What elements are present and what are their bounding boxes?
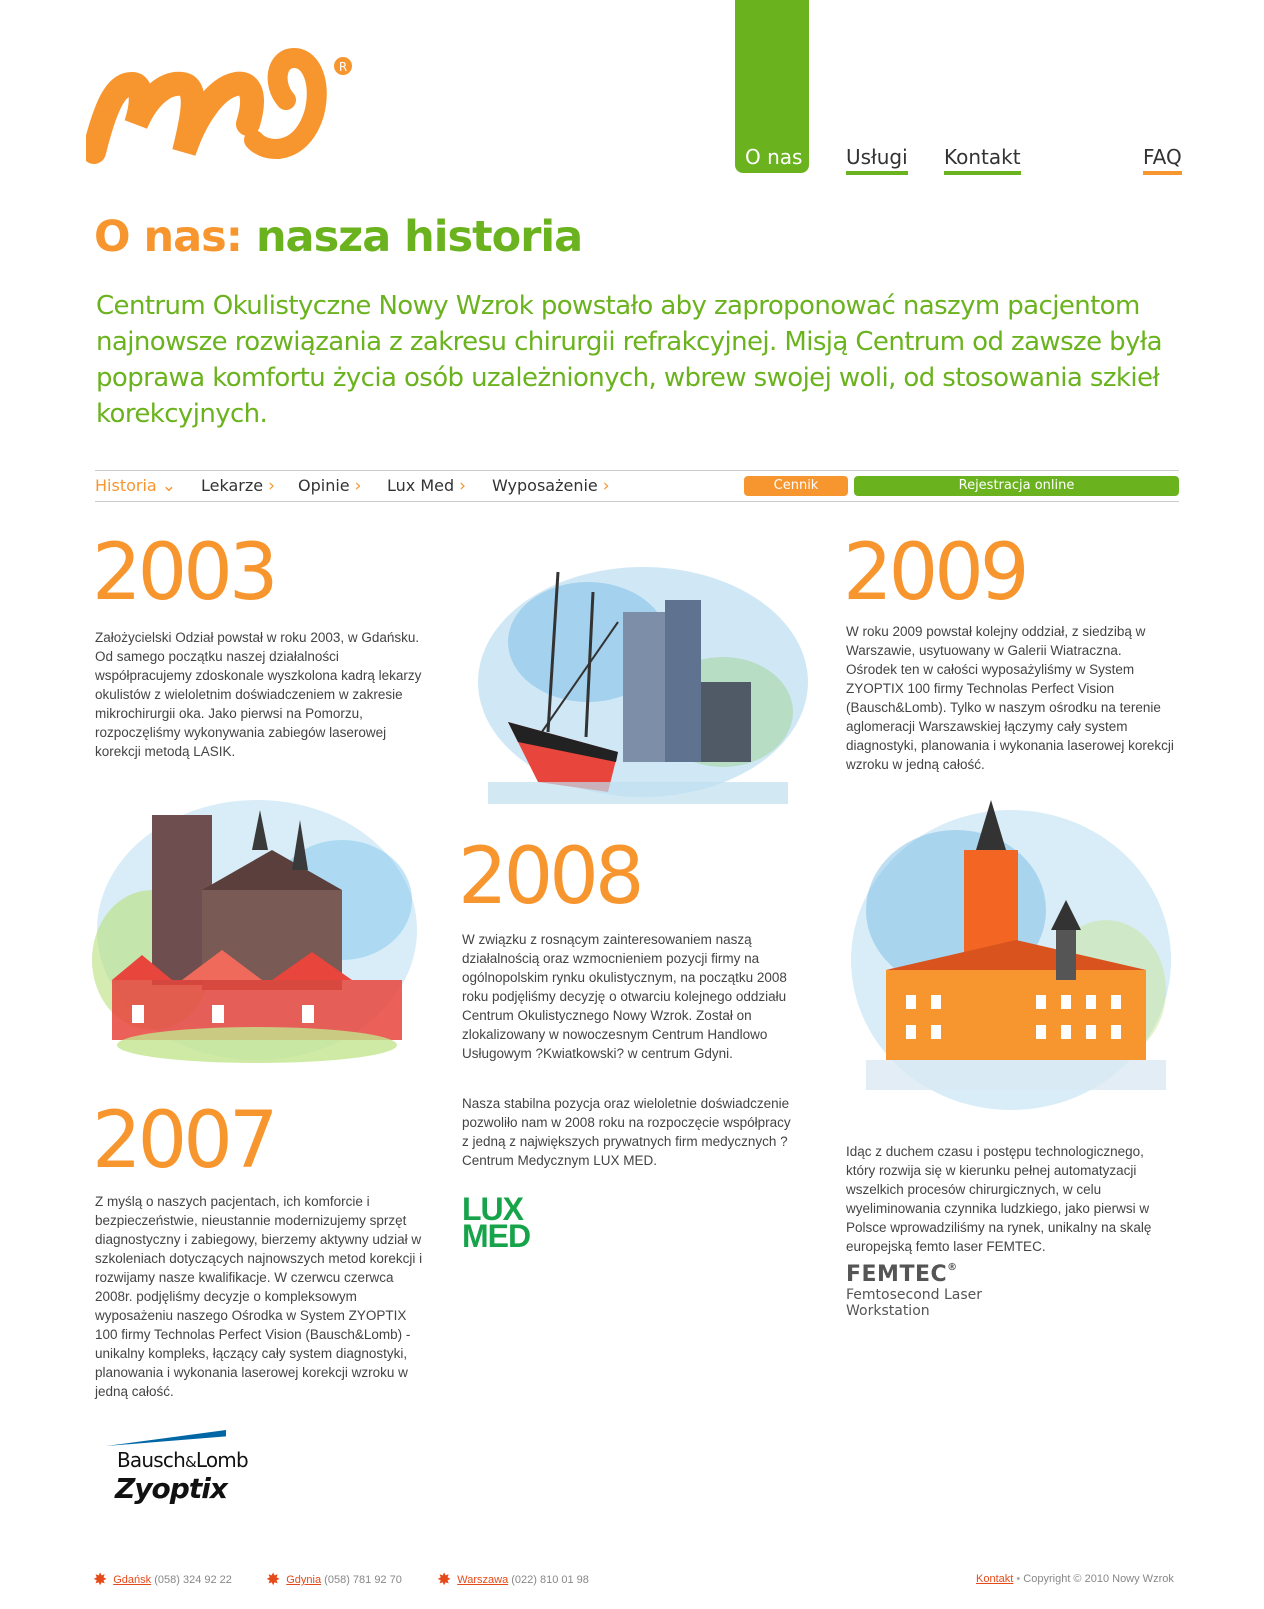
nav-faq[interactable]: FAQ xyxy=(1143,145,1182,175)
sub-nav xyxy=(95,470,1179,502)
gdansk-old-town-illustration xyxy=(92,790,422,1070)
zyoptix-logo-text: Zyoptix xyxy=(115,1472,227,1505)
footer-location-gdynia xyxy=(266,1570,402,1590)
footer-link-warszawa[interactable]: Warszawa xyxy=(457,1573,509,1586)
subnav-lux-med-label: Lux Med xyxy=(387,476,455,495)
registered-mark: R xyxy=(338,60,348,74)
footer xyxy=(0,1568,1264,1592)
rejestracja-online-button[interactable]: Rejestracja online xyxy=(854,476,1179,496)
footer-link-gdansk[interactable]: Gdańsk xyxy=(113,1573,152,1586)
footer-location-gdansk xyxy=(93,1570,232,1590)
bausch-logo-bausch: Bausch xyxy=(117,1448,185,1472)
footer-right: Kontakt • Copyright © 2010 Nowy Wzrok xyxy=(976,1573,1174,1585)
text-2008-part1: W związku z rosnącym zainteresowaniem naszą działalnością oraz wzmocnieniem pozycji firmy na ogólnopolskim rynku okulistycznym, na początku 2008 roku podjęliśmy decyzję o otwarciu kolejnego oddziału Centrum Okulistycznego Nowy Wzrok. Został on zlokalizowany w nowoczesnym Centrum Handlowo Usługowym ?Kwiatkowski? w centrum Gdyni. xyxy=(462,932,787,1061)
femtec-logo: FEMTEC® Femtosecond Laser Workstation xyxy=(846,1262,983,1319)
chevron-right-icon: › xyxy=(602,476,610,496)
femtec-logo-line1: Femtosecond Laser xyxy=(846,1287,983,1303)
text-2009-part2: Idąc z duchem czasu i postępu technologicznego, który rozwija się w kierunku pełnej automatyzacji wszelkich procesów chirurgicznych, w celu wyeliminowania czynnika ludzkiego, jako pierwsi w Polsce wprowadziliśmy na rynek, unikalny na skalę europejską femto laser FEMTEC. xyxy=(846,1144,1152,1254)
footer-phone-gdansk: (058) 324 92 22 xyxy=(154,1573,232,1586)
subnav-wyposazenie-label: Wyposażenie xyxy=(492,476,598,495)
footer-phone-warszawa: (022) 810 01 98 xyxy=(511,1573,589,1586)
page-title-main: nasza historia xyxy=(255,212,583,262)
subnav-opinie[interactable] xyxy=(298,476,361,496)
year-2007: 2007 xyxy=(92,1096,275,1186)
subnav-lekarze[interactable] xyxy=(201,476,275,496)
star-icon: ✸ xyxy=(266,1570,281,1589)
subnav-opinie-label: Opinie xyxy=(298,476,350,495)
subnav-lux-med[interactable] xyxy=(387,476,466,496)
luxmed-logo xyxy=(462,1191,531,1254)
chevron-right-icon: › xyxy=(354,476,362,496)
text-2007: Z myślą o naszych pacjentach, ich komforcie i bezpieczeństwie, nieustannie modernizujemy sprzęt diagnostyczny i zabiegowy, bierzemy aktywny udział w szkoleniach dotyczących najnowszych metod korekcji i rozwijamy nasze kwalifikacje. W czerwcu czerwca 2008r. podjęliśmy decyzje o kompleksowym wyposażeniu naszego Ośrodka w System ZYOPTIX 100 firmy Technolas Perfect Vision (Bausch&Lomb) - unikalny kompleks, łączący cały system diagnostyki, planowania i wykonania laserowej korekcji wzroku w jedną całość. xyxy=(95,1194,423,1399)
chevron-right-icon: › xyxy=(459,476,466,496)
star-icon: ✸ xyxy=(93,1570,108,1589)
cennik-button[interactable]: Cennik xyxy=(744,476,848,496)
year-2003: 2003 xyxy=(92,528,275,618)
bausch-lomb-zyoptix-logo xyxy=(95,1430,255,1510)
subnav-historia[interactable] xyxy=(95,476,176,496)
chevron-down-icon: ⌄ xyxy=(161,476,176,496)
page-title xyxy=(94,212,582,262)
subnav-historia-label: Historia xyxy=(95,476,157,495)
nav-kontakt[interactable]: Kontakt xyxy=(944,145,1021,175)
subnav-lekarze-label: Lekarze xyxy=(201,476,264,495)
nav-uslugi[interactable]: Usługi xyxy=(846,145,908,175)
text-2003: Założycielski Odział powstał w roku 2003, w Gdańsku. Od samego początku naszej działalności współpracujemy zdoskonale wyszkolona kadrą lekarzy okulistów z wieloletnim doświadczeniem w zakresie mikrochirurgii oka. Jako pierwsi na Pomorzu, rozpoczęliśmy wykonywania zabiegów laserowej korekcji metodą LASIK. xyxy=(95,630,422,759)
femtec-logo-line2: Workstation xyxy=(846,1303,930,1319)
main-nav xyxy=(0,0,1264,180)
intro-text: Centrum Okulistyczne Nowy Wzrok powstało aby zaproponować naszym pacjentom najnowsze rozwiązania z zakresu chirurgii refrakcyjnej. Misją Centrum od zawsze była poprawa komfortu życia osób uzależnionych, wbrew swojej woli, od stosowania szkieł korekcyjnych. xyxy=(96,291,1162,429)
star-icon: ✸ xyxy=(437,1570,452,1589)
footer-link-kontakt[interactable]: Kontakt xyxy=(976,1573,1014,1585)
footer-phone-gdynia: (058) 781 92 70 xyxy=(324,1573,402,1586)
femtec-logo-name: FEMTEC xyxy=(846,1262,948,1287)
footer-copyright: Copyright © 2010 Nowy Wzrok xyxy=(1023,1573,1174,1585)
subnav-wyposazenie[interactable] xyxy=(492,476,610,496)
year-2009: 2009 xyxy=(843,528,1026,618)
warsaw-castle-illustration xyxy=(846,790,1176,1120)
luxmed-logo-line1: LUX xyxy=(462,1191,523,1227)
text-2008-part2: Nasza stabilna pozycja oraz wieloletnie doświadczenie pozwoliło nam w 2008 roku na rozpoczęcie współpracy z jedną z największych prywatnych firm medycznych ? Centrum Medycznym LUX MED. xyxy=(462,1096,791,1168)
year-2008: 2008 xyxy=(458,832,641,922)
nav-o-nas[interactable]: O nas xyxy=(745,145,803,169)
gdansk-ship-illustration xyxy=(468,552,808,812)
page-title-prefix: O nas: xyxy=(94,212,242,262)
bausch-logo-lomb: Lomb xyxy=(195,1448,248,1472)
luxmed-logo-line2: MED xyxy=(462,1218,531,1254)
chevron-right-icon: › xyxy=(268,476,275,496)
footer-link-gdynia[interactable]: Gdynia xyxy=(286,1573,322,1586)
footer-location-warszawa xyxy=(437,1570,589,1590)
text-2009-part1: W roku 2009 powstał kolejny oddział, z siedzibą w Warszawie, usytuowany w Galerii Wiatraczna. Ośrodek ten w całości wyposażyliśmy w System ZYOPTIX 100 firmy Technolas Perfect Vision (Bausch&Lomb). Tylko w naszym ośrodku na terenie aglomeracji Warszawskiej łączymy cały system diagnostyki, planowania i wykonania laserowej korekcji wzroku w jedną całość. xyxy=(846,624,1174,772)
bausch-logo-amp: & xyxy=(184,1453,196,1471)
